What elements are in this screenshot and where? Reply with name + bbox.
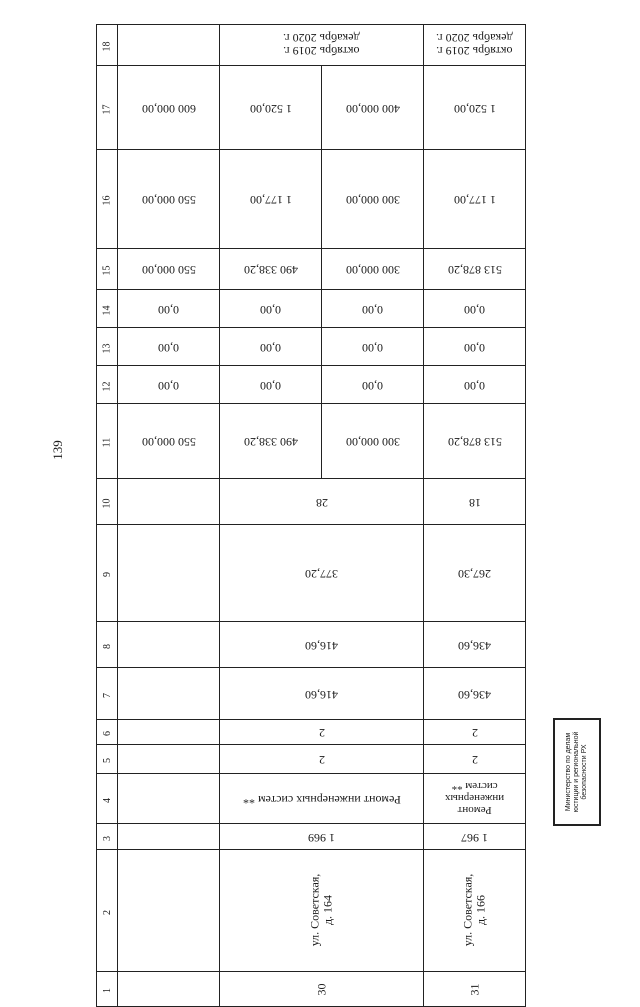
summary-cell-c18 bbox=[118, 25, 220, 66]
column-number-10: 10 bbox=[97, 479, 118, 525]
row-31-period: октябрь 2019 г. декабрь 2020 г. bbox=[436, 31, 513, 58]
column-number-6: 6 bbox=[97, 720, 118, 745]
row-30-work-type: Ремонт инженерных систем ** bbox=[220, 774, 424, 824]
row-30-c5: 2 bbox=[220, 745, 424, 774]
summary-cell-c2 bbox=[118, 850, 220, 972]
row-31-c7: 436,60 bbox=[424, 668, 526, 720]
document-table bbox=[96, 24, 526, 1007]
row-30-period-cell bbox=[220, 25, 424, 66]
column-number-8: 8 bbox=[97, 622, 118, 668]
column-number-4: 4 bbox=[97, 774, 118, 824]
row-31-c13: 0,00 bbox=[424, 328, 526, 366]
row-30-c10: 28 bbox=[220, 479, 424, 525]
row-31-year: 1 967 bbox=[424, 824, 526, 850]
summary-cell-c7 bbox=[118, 668, 220, 720]
summary-cell-c5 bbox=[118, 745, 220, 774]
row-30-c9: 377,20 bbox=[220, 525, 424, 622]
row-30-c14-a: 0,00 bbox=[220, 290, 322, 328]
row-31-number: 31 bbox=[424, 972, 526, 1007]
summary-cell-c17: 600 000,00 bbox=[118, 66, 220, 150]
row-31-c6: 2 bbox=[424, 720, 526, 745]
column-number-15: 15 bbox=[97, 249, 118, 290]
summary-cell-c8 bbox=[118, 622, 220, 668]
row-30-year: 1 969 bbox=[220, 824, 424, 850]
page-number: 139 bbox=[50, 440, 65, 460]
row-30-c8: 416,60 bbox=[220, 622, 424, 668]
summary-cell-c4 bbox=[118, 774, 220, 824]
ministry-stamp bbox=[553, 718, 601, 826]
row-31-c11: 513 878,20 bbox=[424, 404, 526, 479]
row-30-c14-b: 0,00 bbox=[322, 290, 424, 328]
column-number-7: 7 bbox=[97, 668, 118, 720]
row-31-c10: 18 bbox=[424, 479, 526, 525]
row-30-c17-a: 1 520,00 bbox=[220, 66, 322, 150]
column-number-17: 17 bbox=[97, 66, 118, 150]
row-30-c11-a: 490 338,20 bbox=[220, 404, 322, 479]
row-30-address: ул. Советская, д. 164 bbox=[220, 850, 424, 972]
row-30-c12-a: 0,00 bbox=[220, 366, 322, 404]
row-30-c6: 2 bbox=[220, 720, 424, 745]
summary-cell-c11: 550 000,00 bbox=[118, 404, 220, 479]
row-31-c16: 1 177,00 bbox=[424, 150, 526, 249]
column-number-1: 1 bbox=[97, 972, 118, 1007]
summary-cell-c13: 0,00 bbox=[118, 328, 220, 366]
row-30-c11-b: 300 000,00 bbox=[322, 404, 424, 479]
summary-cell-c14: 0,00 bbox=[118, 290, 220, 328]
column-number-11: 11 bbox=[97, 404, 118, 479]
column-number-3: 3 bbox=[97, 824, 118, 850]
summary-cell-c9 bbox=[118, 525, 220, 622]
row-30-c15-b: 300 000,00 bbox=[322, 249, 424, 290]
summary-cell-c16: 550 000,00 bbox=[118, 150, 220, 249]
row-31-c12: 0,00 bbox=[424, 366, 526, 404]
row-30-c13-a: 0,00 bbox=[220, 328, 322, 366]
summary-cell-c1 bbox=[118, 972, 220, 1007]
row-31-c17: 1 520,00 bbox=[424, 66, 526, 150]
row-30-c13-b: 0,00 bbox=[322, 328, 424, 366]
summary-cell-c15: 550 000,00 bbox=[118, 249, 220, 290]
stamp-text: Министерство по делам юстиции и региональной безопасности РХ bbox=[565, 731, 588, 813]
row-30-period: октябрь 2019 г. декабрь 2020 г. bbox=[283, 31, 360, 58]
row-31-address: ул. Советская, д. 166 bbox=[424, 850, 526, 972]
column-number-5: 5 bbox=[97, 745, 118, 774]
row-30-c16-b: 300 000,00 bbox=[322, 150, 424, 249]
row-31-c5: 2 bbox=[424, 745, 526, 774]
column-number-14: 14 bbox=[97, 290, 118, 328]
row-31-c8: 436,60 bbox=[424, 622, 526, 668]
row-30-number: 30 bbox=[220, 972, 424, 1007]
row-30-c15-a: 490 338,20 bbox=[220, 249, 322, 290]
row-31-c14: 0,00 bbox=[424, 290, 526, 328]
row-30-c16-a: 1 177,00 bbox=[220, 150, 322, 249]
row-31-c9: 267,30 bbox=[424, 525, 526, 622]
column-number-13: 13 bbox=[97, 328, 118, 366]
column-number-12: 12 bbox=[97, 366, 118, 404]
column-number-16: 16 bbox=[97, 150, 118, 249]
column-number-9: 9 bbox=[97, 525, 118, 622]
row-30-c12-b: 0,00 bbox=[322, 366, 424, 404]
summary-cell-c3 bbox=[118, 824, 220, 850]
row-31-work-type: Ремонт инженерных систем ** bbox=[424, 774, 526, 824]
row-30-c17-b: 400 000,00 bbox=[322, 66, 424, 150]
summary-cell-c12: 0,00 bbox=[118, 366, 220, 404]
column-number-18: 18 bbox=[97, 25, 118, 66]
row-31-c15: 513 878,20 bbox=[424, 249, 526, 290]
row-31-period-cell bbox=[424, 25, 526, 66]
summary-cell-c10 bbox=[118, 479, 220, 525]
row-30-c7: 416,60 bbox=[220, 668, 424, 720]
column-number-2: 2 bbox=[97, 850, 118, 972]
summary-cell-c6 bbox=[118, 720, 220, 745]
